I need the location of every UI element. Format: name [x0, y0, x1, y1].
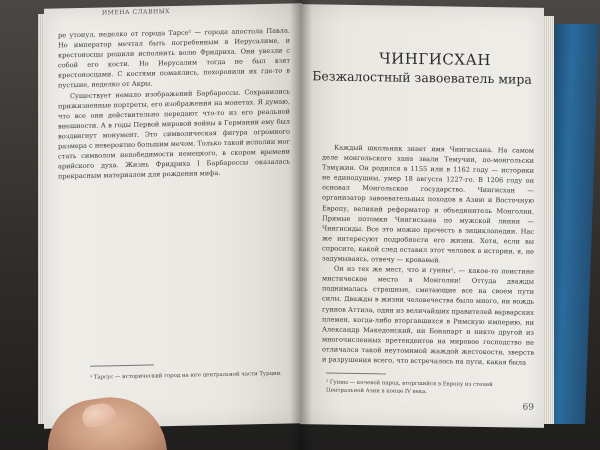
footnote-rule: [90, 364, 154, 366]
chapter-title: ЧИНГИСХАН: [379, 49, 491, 70]
right-page: [300, 4, 544, 428]
right-paragraph: Он из тех же мест, что и гунны¹, — какое-то поистине мистическое место в Монголии! Оттуда дважды поднималась страшные, сметающие все на своем пути силы. Дважды в жизни человечества было много, ни вождь гуннов Аттила, один из величайших правителей варварских племен, когда-либо вторгавшихся в Римскую империю, ни Александр Македонский, ни Бонапарт и никто другой из многочисленных претендентов на мировое господство не отличался такой неутомимой жаждой жестокости, зверств и разрушения всего, что встречалось на пути, какая была: [322, 264, 534, 367]
left-body-text: [58, 26, 290, 182]
left-paragraph: Существует немало изображений Барбароссы. Сохранились прижизненные портреты, его изображения на монетах. Я думаю, что все они действительно передают что-то из его реальной внешности. А в годы Первой мировой войны в Германии ему был воздвигнут монумент. Это символическая фигура огромного размера с невероятно большим мечом. Только такой исполин мог стать символом непобедимости немецкого, в скором времени арийского духа. Жизнь Фридриха I Барбароссы оказалась прекрасным материалом для рождения мифа.: [58, 87, 290, 181]
running-head: ИМЕНА СЛАВНЫХ: [102, 8, 170, 17]
left-paragraph: ре утонул, неделко от города Тарсе¹ — города апостола Павла. Но император мечтал быть погребенным в Иерусалиме, и крестоносцы решили исполнить волю Фридриха. Они увезли с собой его кости. Но Иерусалим тогда не был взят крестоносцами. С костями помаялись, похоронили их где-то в пустыне, неделко от Акры.: [58, 26, 290, 90]
chapter-subtitle: Безжалостный завоеватель мира: [312, 68, 532, 87]
book-spine-shadow: [290, 0, 312, 450]
page-number: 69: [522, 402, 534, 413]
right-body-text: [322, 142, 534, 367]
left-footnote: ¹ Тарсус — исторический город на юге центральной части Турции.: [90, 370, 282, 381]
right-footnote: ¹ Гунны — кочевой народ, вторгшийся в Европу из степей Центральной Азии в конце IV века.: [326, 379, 493, 396]
left-page: [44, 3, 302, 428]
right-paragraph: Каждый школьник знает имя Чингисхана. На самом деле монгольского хана звали Темучин, по-монгольски Тэмүжин. Он родился в 1155 или в 1162 году — историки не единодушны, умер 18 августа 1227-го. В 1206 году он основал Монгольское государство. Чингисхан — организатор завоевательных походов в Азию и Восточную Европу, великий реформатор и объединитель Монголии. Прямые потомки Чингисхана по мужской линии — Чингисиды. Все это можно прочесть в энциклопедии. Нас же интересуют подробности его жизни. Хотя, если вы спросите, какой след оставил этот человек в истории, я, не задумываясь, отвечу — кровавый.: [322, 143, 534, 265]
footnote-rule: [326, 372, 386, 374]
